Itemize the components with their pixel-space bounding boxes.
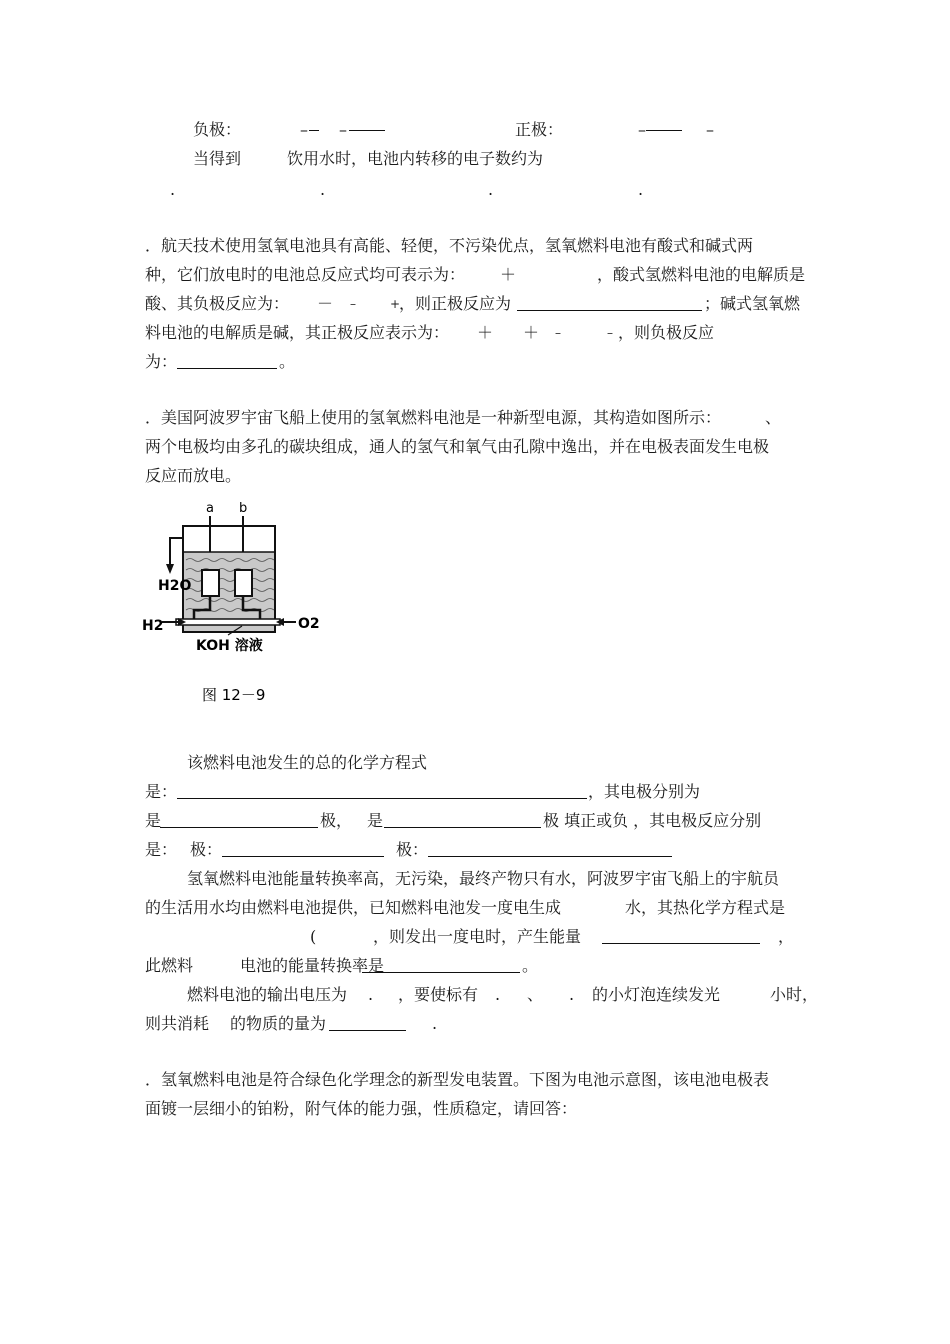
- q2-sub-3c: 是: [367, 811, 384, 830]
- q1-line-3b: ，则正极反应为: [399, 294, 512, 313]
- q2-line-1: ．美国阿波罗宇宙飞船上使用的氢氧燃料电池是一种新型电源，其构造如图所示：: [145, 408, 722, 427]
- substance-amount-blank: [329, 1030, 406, 1031]
- lead-b-label: b: [239, 501, 248, 516]
- q2-r1a: 燃料电池的输出电压为: [187, 985, 348, 1004]
- q1-dash-3: –: [607, 326, 613, 340]
- q1-line-5a: 为：: [145, 352, 178, 371]
- electrode-reaction-2-blank: [428, 856, 672, 857]
- q2-line-2: 两个电极均由多孔的碳块组成，通人的氢气和氧气由孔隙中逸出，并在电极表面发生电极: [145, 437, 770, 456]
- q2-line-1-tail: 、: [765, 408, 782, 427]
- q2-r1e: 、: [527, 985, 544, 1004]
- gas-feed-bar: [176, 619, 280, 625]
- q2-sub-3d: 极 填正或负 ，其电极反应分别: [543, 811, 762, 830]
- q1-line-2a: 种，它们放电时的电池总反应式均可表示为：: [145, 265, 466, 284]
- q2-para-3b: ，则发出一度电时，产生能量: [373, 927, 582, 946]
- option-dot-d: .: [638, 180, 644, 199]
- water-outlet-label: H2O: [158, 578, 192, 594]
- lead-a-label: a: [206, 501, 214, 516]
- q1-line-1: ．航天技术使用氢氧电池具有高能、轻便，不污染优点，氢氧燃料电池有酸式和碱式两: [145, 236, 754, 255]
- positive-eq-rule: [646, 130, 682, 131]
- q1-line-5b: 。: [279, 352, 296, 371]
- q3-line-2: 面镀一层细小的铂粉，附气体的能力强，性质稳定，请回答：: [145, 1099, 578, 1118]
- conversion-rate-blank: [362, 972, 520, 973]
- electrode-a-type-blank: [160, 827, 318, 828]
- negative-eq-dash-a: –: [300, 120, 308, 139]
- q1-electron-dash: –: [350, 297, 356, 311]
- q2-para-4a: 此燃料: [145, 956, 194, 975]
- q2-sub-3b: 极，: [320, 811, 353, 830]
- q1-negative-reaction-blank: [177, 368, 277, 369]
- q2-r1f: .: [569, 985, 575, 1004]
- option-dot-c: .: [488, 180, 494, 199]
- q2-para-4c: 。: [522, 956, 539, 975]
- q2-sub-4b: 极：: [190, 840, 223, 859]
- negative-eq-rule-b: [349, 130, 385, 131]
- q2-para-2b: 水，其热化学方程式是: [625, 898, 786, 917]
- q2-r1b: .: [368, 985, 374, 1004]
- q2-para-3c: ，: [778, 927, 795, 946]
- positive-electrode-label: 正极：: [515, 120, 564, 139]
- q2-sub-2a: 是：: [145, 782, 178, 801]
- q1-plus: ＋: [500, 265, 517, 284]
- q1-line-4b: ，则负极反应: [618, 323, 715, 342]
- koh-solution-label: KOH 溶液: [196, 638, 263, 654]
- water-obtained-prefix: 当得到: [193, 149, 242, 168]
- water-obtained-text: 饮用水时，电池内转移的电子数约为: [287, 149, 544, 168]
- q2-sub-2b: ，其电极分别为: [588, 782, 701, 801]
- q2-r2b: 的物质的量为: [230, 1014, 327, 1033]
- q2-r2c: .: [432, 1014, 438, 1033]
- q2-r1c: ，要使标有: [398, 985, 479, 1004]
- fuel-cell-diagram: [140, 498, 330, 710]
- q3-line-1: ．氢氧燃料电池是符合绿色化学理念的新型发电装置。下图为电池示意图，该电池电极表: [145, 1070, 770, 1089]
- q2-para-4b: 电池的能量转换率是: [240, 956, 385, 975]
- positive-eq-dash-b: –: [706, 120, 714, 139]
- positive-eq-dash-a: –: [638, 120, 646, 139]
- electrode-b-type-blank: [384, 827, 541, 828]
- q2-sub-4a: 是：: [145, 840, 178, 859]
- q1-plus-3: ＋: [523, 323, 540, 342]
- oxygen-inlet-label: O2: [298, 616, 320, 632]
- figure-caption: 图 12－9: [202, 686, 266, 704]
- electrode-a: [202, 570, 219, 596]
- q1-line-3a: 酸、其负极反应为：: [145, 294, 290, 313]
- q1-proton-plus: +: [390, 297, 401, 311]
- total-equation-blank: [177, 798, 587, 799]
- hydrogen-inlet-label: H2: [142, 618, 164, 634]
- energy-produced-blank: [602, 943, 760, 944]
- option-dot-a: .: [170, 180, 176, 199]
- q2-sub-4c: 极：: [396, 840, 429, 859]
- q2-r1g: 的小灯泡连续发光: [592, 985, 721, 1004]
- q1-line-2b: ，酸式氢燃料电池的电解质是: [597, 265, 806, 284]
- q1-line-3c: ；碱式氢氧燃: [704, 294, 801, 313]
- negative-eq-rule-a: [309, 130, 319, 131]
- option-dot-b: .: [320, 180, 326, 199]
- q1-minus: －: [317, 294, 334, 313]
- q1-plus-2: ＋: [477, 323, 494, 342]
- q1-dash-2: –: [555, 326, 561, 340]
- electrode-reaction-1-blank: [222, 856, 384, 857]
- q2-sub-3a: 是: [145, 811, 162, 830]
- electrode-b: [235, 570, 252, 596]
- q2-sub-1: 该燃料电池发生的总的化学方程式: [187, 753, 428, 772]
- q1-positive-reaction-blank: [517, 310, 702, 311]
- q2-para-3a: (: [310, 927, 317, 946]
- q1-line-4a: 料电池的电解质是碱，其正极反应表示为：: [145, 323, 450, 342]
- q2-r1h: 小时，: [770, 985, 819, 1004]
- q2-r1d: .: [495, 985, 501, 1004]
- q2-line-3: 反应而放电。: [145, 466, 242, 485]
- negative-eq-dash-b: –: [339, 120, 347, 139]
- q2-para-2a: 的生活用水均由燃料电池提供，已知燃料电池发一度电生成: [145, 898, 562, 917]
- q2-para-1: 氢氧燃料电池能量转换率高，无污染，最终产物只有水，阿波罗宇宙飞船上的宇航员: [187, 869, 780, 888]
- q2-r2a: 则共消耗: [145, 1014, 210, 1033]
- negative-electrode-label: 负极：: [193, 120, 242, 139]
